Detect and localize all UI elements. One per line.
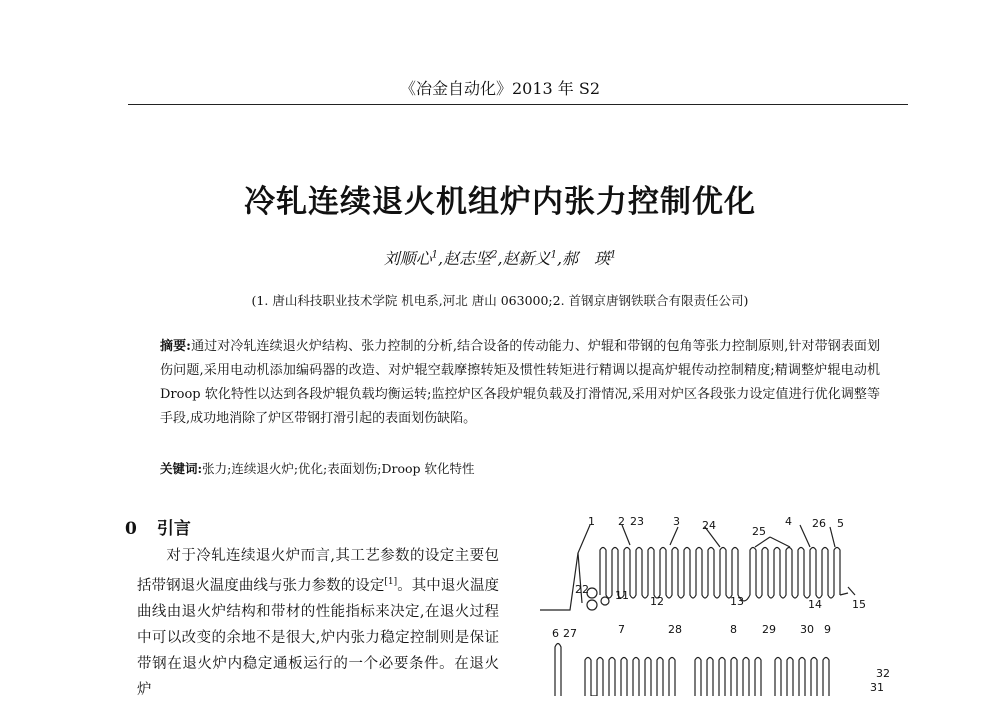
label: 24 xyxy=(702,519,716,532)
furnace-diagram xyxy=(530,515,900,696)
label: 15 xyxy=(852,598,866,611)
label: 7 xyxy=(618,623,625,636)
label: 9 xyxy=(824,623,831,636)
label: 4 xyxy=(785,515,792,528)
author-list: 刘顺心$^1$,赵志坚$^2$,赵新义$^1$,郝 瑛$^1$ xyxy=(383,249,617,268)
label: 11 xyxy=(615,589,629,602)
label: 12 xyxy=(650,595,664,608)
section-title: 引言 xyxy=(156,519,191,539)
author-sup: 1 xyxy=(431,249,438,261)
label: 1 xyxy=(588,515,595,528)
citation: [1] xyxy=(384,577,398,587)
strand-loops xyxy=(750,548,840,599)
keywords-label: 关键词: xyxy=(160,461,203,476)
body-paragraph xyxy=(137,543,499,703)
section-number: 0 xyxy=(125,519,137,539)
label: 22 xyxy=(575,583,589,596)
label: 13 xyxy=(730,595,744,608)
leader-lines xyxy=(622,525,835,547)
label: 29 xyxy=(762,623,776,636)
leader-lines xyxy=(848,587,855,595)
label: 5 xyxy=(837,517,844,530)
strand-loops xyxy=(775,658,829,697)
author: 赵志坚 xyxy=(443,249,492,268)
author: 刘顺心 xyxy=(383,249,432,268)
abstract xyxy=(160,335,880,431)
author: 郝 瑛 xyxy=(562,249,611,268)
affiliation: (1. 唐山科技职业技术学院 机电系,河北 唐山 063000;2. 首钢京唐钢铁联合有限责任公司) xyxy=(251,293,749,308)
journal-header: 《冶金自动化》2013 年 S2 xyxy=(399,79,601,98)
label: 32 xyxy=(876,667,890,680)
article-title: 冷轧连续退火机组炉内张力控制优化 xyxy=(244,184,756,220)
label: 3 xyxy=(673,515,680,528)
label: 23 xyxy=(630,515,644,528)
abstract-text: 通过对冷轧连续退火炉结构、张力控制的分析,结合设备的传动能力、炉辊和带钢的包角等张力控制原则,针对带钢表面划伤问题,采用电动机添加编码器的改造、对炉辊空载摩擦转矩及惯性转矩进行精调以提高炉辊传动控制精度;精调整炉辊电动机 Droop 软化特性以达到各段炉辊负载均衡运转;监控炉区各段炉辊负载及打滑情况,采用对炉区各段张力设定值进行优化调整等手段,成功地消除了炉区带钢打滑引起的表面划伤缺陷。 xyxy=(160,339,880,426)
label: 2 xyxy=(618,515,625,528)
label: 26 xyxy=(812,517,826,530)
label: 6 xyxy=(552,627,559,640)
keywords xyxy=(160,459,880,477)
strand xyxy=(840,593,848,595)
strand-loops xyxy=(555,644,561,697)
keywords-text: 张力;连续退火炉;优化;表面划伤;Droop 软化特性 xyxy=(202,461,475,476)
author-sup: 1 xyxy=(550,249,557,261)
label: 25 xyxy=(752,525,766,538)
section-heading xyxy=(125,514,211,539)
label: 27 xyxy=(563,627,577,640)
body-text-2: 。其中退火温度曲线由退火炉结构和带材的性能指标来决定,在退火过程中可以改变的余地不是很大,炉内张力稳定控制则是保证带钢在退火炉内稳定通板运行的一个必要条件。在退火炉 xyxy=(137,577,500,698)
label: 30 xyxy=(800,623,814,636)
label: 8 xyxy=(730,623,737,636)
label: 28 xyxy=(668,623,682,636)
author-sup: 1 xyxy=(610,249,617,261)
body-text-1: 对于冷轧连续退火炉而言,其工艺参数的设定主要包括带钢退火温度曲线与张力参数的设定 xyxy=(137,548,499,594)
label: 14 xyxy=(808,598,822,611)
label: 31 xyxy=(870,681,884,694)
author: 赵新义 xyxy=(502,249,551,268)
strand-loops xyxy=(585,658,675,697)
entry-strand xyxy=(540,525,590,610)
roll xyxy=(587,600,597,610)
abstract-label: 摘要: xyxy=(160,339,191,354)
author-sup: 2 xyxy=(491,249,498,261)
strand-loops xyxy=(695,658,761,697)
header-rule xyxy=(128,104,908,105)
